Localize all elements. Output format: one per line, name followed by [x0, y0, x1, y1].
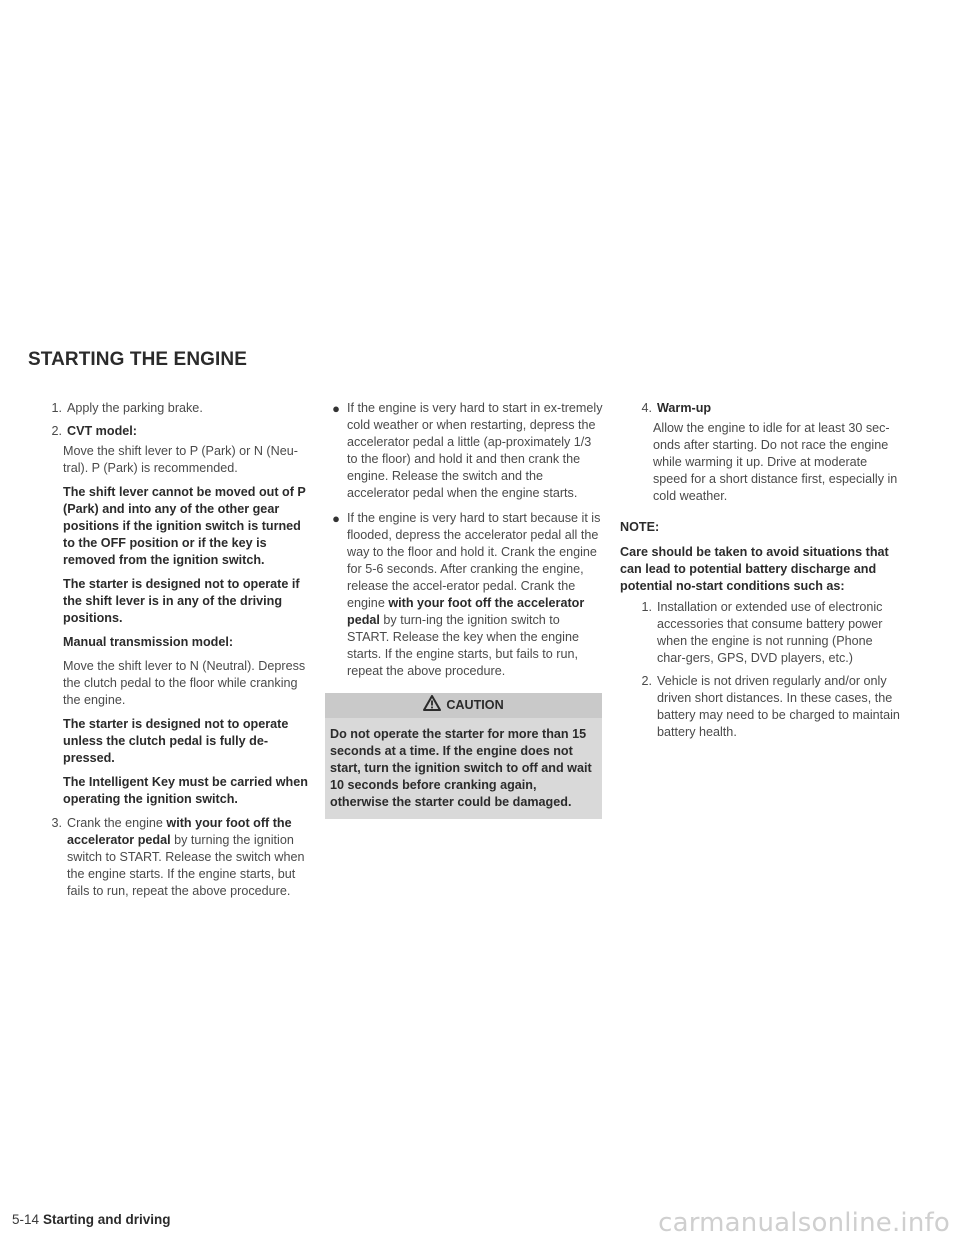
step-heading: CVT model: [67, 424, 137, 438]
manual-instruction: Move the shift lever to N (Neutral). Depress the clutch pedal to the floor while cranking the engine. [63, 659, 306, 707]
step-number: 3. [51, 816, 62, 830]
bullet-icon: ● [332, 511, 340, 526]
note-number: 1. [641, 600, 652, 614]
step-text [67, 815, 308, 900]
step-number: 2. [51, 424, 62, 438]
step-2 [30, 423, 308, 440]
caution-text: Do not operate the starter for more than 15 seconds at a time. If the engine does not start, turn the ignition switch to off and wait 10 seconds before cranking again, otherwise the starter could be damaged. [330, 727, 592, 809]
step-heading: Warm-up [657, 401, 712, 415]
step-text-part: Crank the engine [67, 816, 167, 830]
column-right [620, 400, 900, 747]
note-item-1 [620, 599, 900, 667]
caution-title: CAUTION [446, 698, 504, 712]
column-middle [325, 400, 603, 819]
bullet-icon: ● [332, 401, 340, 416]
caution-header [325, 693, 602, 718]
bullet-item [325, 400, 603, 502]
warmup-text: Allow the engine to idle for at least 30 sec-onds after starting. Do not race the engine while warming it up. Drive at moderate speed for a short distance first, especially in cold weather. [653, 421, 898, 503]
cvt-warning-1: The shift lever cannot be moved out of P (Park) and into any of the other gear positions if the ignition switch is turned to the OFF position or if the key is removed from the ignition switch. [63, 485, 306, 567]
cvt-warning-2: The starter is designed not to operate if the shift lever is in any of the driving positions. [63, 577, 300, 625]
bullet-text-emphasis: with your foot off the accelerator pedal [347, 596, 585, 627]
watermark: carmanualsonline.info [658, 1208, 950, 1238]
step-4 [620, 400, 900, 417]
bullet-text-part: If the engine is very hard to start because it is flooded, depress the accelerator pedal all the way to the floor and hold it. Crank the engine for 5-6 seconds. After cranking the engine, release the accel-erator pedal. Crank the engine [347, 511, 601, 610]
note-number: 2. [641, 674, 652, 688]
note-item-text: Vehicle is not driven regularly and/or only driven short distances. In these cases, the battery may need to be charged to maintain battery health. [657, 674, 900, 739]
step-1 [30, 400, 308, 417]
warning-triangle-icon [423, 695, 441, 716]
cvt-instruction: Move the shift lever to P (Park) or N (Neu-tral). P (Park) is recommended. [63, 444, 298, 475]
column-left [30, 400, 308, 906]
manual-heading: Manual transmission model: [63, 635, 234, 649]
caution-box [325, 693, 602, 819]
note-item-text: Installation or extended use of electronic accessories that consume battery power when the engine is not running (Phone char-gers, GPS, DVD players, etc.) [657, 600, 883, 665]
step-text-emphasis: with your foot off the accelerator pedal [67, 816, 292, 847]
page-footer [12, 1212, 171, 1227]
step-number: 4. [641, 401, 652, 415]
bullet-text: If the engine is very hard to start in ex-tremely cold weather or when restarting, depress the accelerator pedal a little (ap-proximately 1/3 to the floor) and hold it and then crank the engine. Release the switch and the accelerator pedal when the engine starts. [347, 401, 603, 500]
page-number: 5-14 [12, 1212, 40, 1227]
bullet-text [347, 510, 603, 680]
step-text-part: by turning the ignition switch to START. Release the switch when the engine starts. If the engine starts, but fails to run, repeat the above procedure. [67, 833, 305, 898]
step-text: Apply the parking brake. [67, 401, 203, 415]
bullet-text-part: by turn-ing the ignition switch to START. Release the key when the engine starts. If the engine starts, but fails to run, repeat the above procedure. [347, 613, 579, 678]
note-item-2 [620, 673, 900, 741]
manual-warning-1: The starter is designed not to operate unless the clutch pedal is fully de-pressed. [63, 717, 289, 765]
page-title: STARTING THE ENGINE [28, 349, 247, 370]
note-heading: NOTE: [620, 520, 660, 534]
bullet-item [325, 510, 603, 680]
section-name: Starting and driving [43, 1212, 171, 1227]
manual-warning-2: The Intelligent Key must be carried when operating the ignition switch. [63, 775, 308, 806]
step-3 [30, 815, 308, 900]
note-text: Care should be taken to avoid situations that can lead to potential battery discharge and potential no-start conditions such as: [620, 545, 889, 593]
step-number: 1. [51, 401, 62, 415]
